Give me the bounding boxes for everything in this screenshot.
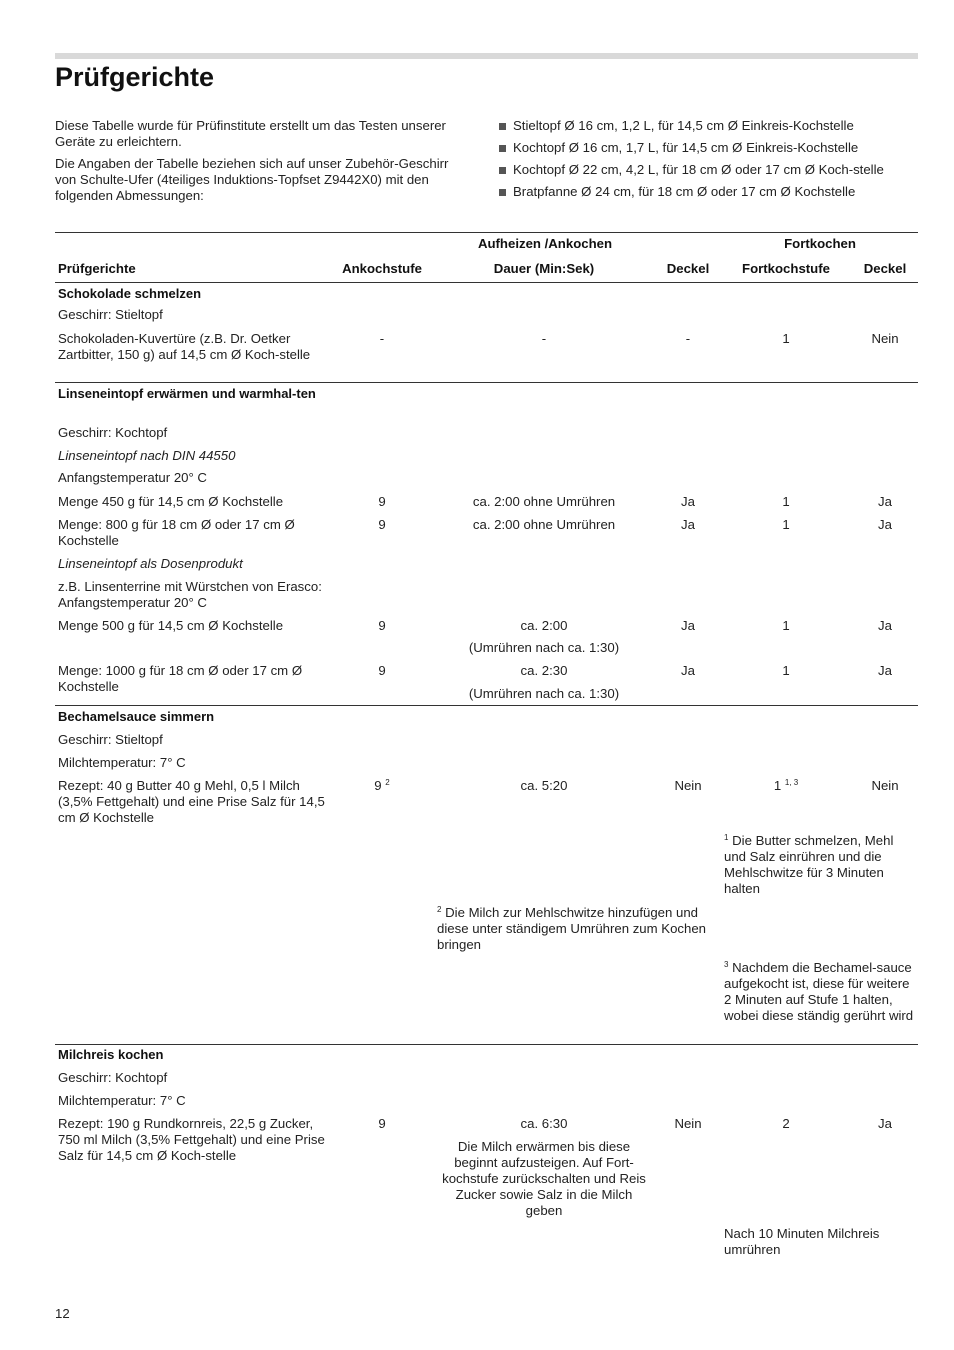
col-header-deckel: Deckel xyxy=(666,261,710,276)
dauer-note: (Umrühren nach ca. 1:30) xyxy=(468,686,620,701)
cookware-label: Geschirr: Stieltopf xyxy=(58,307,163,322)
bullet-square-icon xyxy=(499,167,506,174)
section-title: Milchreis kochen xyxy=(58,1047,164,1062)
milk-temperature: Milchtemperatur: 7° C xyxy=(58,755,186,770)
deckel-value: Ja xyxy=(681,494,695,509)
ankochstufe-value: - xyxy=(379,331,385,346)
dauer-note: Die Milch erwärmen bis diese beginnt aufzusteigen. Auf Fort-kochstufe zurückschalten und Reis Zucker sowie Salz in die Milch geben xyxy=(442,1139,646,1218)
ankochstufe-value: 9 xyxy=(378,663,386,678)
bullet-square-icon xyxy=(499,189,506,196)
group-header-fortkochen: Fortkochen xyxy=(784,236,856,251)
subsection-title: Linseneintopf als Dosenprodukt xyxy=(58,556,243,571)
fortkochen-note: Nach 10 Minuten Milchreis umrühren xyxy=(724,1226,880,1257)
section-title: Bechamelsauce simmern xyxy=(58,709,215,724)
start-temperature: Anfangstemperatur 20° C xyxy=(58,470,207,485)
ankochstufe-value: 9 xyxy=(378,1116,386,1131)
ankochstufe-value: 9 xyxy=(378,618,386,633)
dish-description: Menge: 1000 g für 18 cm Ø oder 17 cm Ø Kochstelle xyxy=(58,663,303,694)
fortkochstufe-value: 1 xyxy=(782,494,790,509)
list-item: Kochtopf Ø 22 cm, 4,2 L, für 18 cm Ø oder 17 cm Ø Koch-stelle xyxy=(497,162,918,178)
group-header-aufheizen: Aufheizen /Ankochen xyxy=(477,236,613,251)
list-item: Kochtopf Ø 16 cm, 1,7 L, für 14,5 cm Ø Einkreis-Kochstelle xyxy=(497,140,918,156)
cookware-label: Geschirr: Kochtopf xyxy=(58,425,168,440)
fort-deckel-value: Ja xyxy=(878,1116,892,1131)
deckel-value: Ja xyxy=(681,517,695,532)
intro-paragraph: Die Angaben der Tabelle beziehen sich auf unser Zubehör-Geschirr von Schulte-Ufer (4teiliges Induktions-Topfset Z9442X0) mit den folgenden Abmessungen: xyxy=(55,156,449,203)
col-header-fortkochstufe: Fortkochstufe xyxy=(742,261,830,276)
dauer-value: ca. 2:30 xyxy=(520,663,568,678)
ankochstufe-value: 9 xyxy=(378,494,386,509)
dish-description: Rezept: 190 g Rundkornreis, 22,5 g Zucker, 750 ml Milch (3,5% Fettgehalt) und eine Prise Salz für 14,5 cm Ø Koch-stelle xyxy=(58,1116,325,1163)
intro-text xyxy=(55,118,455,210)
fort-deckel-value: Nein xyxy=(871,331,899,346)
table-top-rule xyxy=(55,232,918,233)
fort-deckel-value: Ja xyxy=(878,494,892,509)
fortkochstufe-value: 1 xyxy=(782,663,790,678)
list-item: Stieltopf Ø 16 cm, 1,2 L, für 14,5 cm Ø Einkreis-Kochstelle xyxy=(497,118,918,134)
fortkochstufe-value: 1 xyxy=(782,618,790,633)
fort-deckel-value: Ja xyxy=(878,663,892,678)
cookware-label: Geschirr: Stieltopf xyxy=(58,732,163,747)
subsection-title: Linseneintopf nach DIN 44550 xyxy=(58,448,236,463)
dish-description: Menge: 800 g für 18 cm Ø oder 17 cm Ø Kochstelle xyxy=(58,517,295,548)
deckel-value: Ja xyxy=(681,618,695,633)
page-number: 12 xyxy=(55,1306,70,1321)
fortkochstufe-value: 1 xyxy=(782,331,790,346)
header-rule xyxy=(55,282,918,283)
bullet-square-icon xyxy=(499,123,506,130)
ankochstufe-value: 9 xyxy=(378,517,386,532)
fortkochstufe-value: 2 xyxy=(782,1116,790,1131)
dauer-value: ca. 2:00 xyxy=(520,618,568,633)
bullet-square-icon xyxy=(499,145,506,152)
footnote-ref: 1, 3 xyxy=(784,778,799,787)
page-title: Prüfgerichte xyxy=(55,62,215,92)
section-rule xyxy=(55,1044,918,1045)
fort-deckel-value: Ja xyxy=(878,618,892,633)
fortkochstufe-value: 1 xyxy=(782,517,790,532)
footnote: $^2$ Die Milch zur Mehlschwitze hinzufügen und diese unter ständigem Umrühren zum Kochen bringen xyxy=(437,905,707,952)
title-rule xyxy=(55,53,918,59)
intro-paragraph: Diese Tabelle wurde für Prüfinstitute erstellt um das Testen unserer Geräte zu erleichtern. xyxy=(55,118,446,149)
cookware-label: Geschirr: Kochtopf xyxy=(58,1070,168,1085)
dish-description: Rezept: 40 g Butter 40 g Mehl, 0,5 l Milch (3,5% Fettgehalt) und eine Prise Salz für 14,5 cm Ø Kochstelle xyxy=(58,778,325,825)
cookware-list xyxy=(497,118,918,206)
dish-description: Schokoladen-Kuvertüre (z.B. Dr. Oetker Zartbitter, 150 g) auf 14,5 cm Ø Koch-stelle xyxy=(58,331,311,362)
section-rule xyxy=(55,382,918,383)
deckel-value: Nein xyxy=(674,1116,702,1131)
dauer-value: ca. 2:00 ohne Umrühren xyxy=(472,517,616,532)
subsection-description: z.B. Linsenterrine mit Würstchen von Erasco: Anfangstemperatur 20° C xyxy=(58,579,322,610)
deckel-value: Ja xyxy=(681,663,695,678)
ankochstufe-value: 9 $^2$ xyxy=(374,778,390,793)
deckel-value: - xyxy=(685,331,691,346)
fortkochstufe-value: 1 $^{1, 3}$ xyxy=(773,778,799,793)
dauer-value: - xyxy=(541,331,547,346)
dish-description: Menge 450 g für 14,5 cm Ø Kochstelle xyxy=(58,494,284,509)
section-rule xyxy=(55,705,918,706)
col-header-dish: Prüfgerichte xyxy=(58,261,136,276)
section-title: Linseneintopf erwärmen und warmhal-ten xyxy=(58,386,316,401)
fort-deckel-value: Nein xyxy=(871,778,899,793)
dish-description: Menge 500 g für 14,5 cm Ø Kochstelle xyxy=(58,618,284,633)
col-header-dauer: Dauer (Min:Sek) xyxy=(493,261,595,276)
col-header-deckel-fort: Deckel xyxy=(863,261,907,276)
milk-temperature: Milchtemperatur: 7° C xyxy=(58,1093,186,1108)
deckel-value: Nein xyxy=(674,778,702,793)
fort-deckel-value: Ja xyxy=(878,517,892,532)
dauer-value: ca. 6:30 xyxy=(520,1116,568,1131)
col-header-ankochstufe: Ankochstufe xyxy=(342,261,422,276)
footnote-ref: 2 xyxy=(385,778,390,787)
footnote: $^3$ Nachdem die Bechamel-sauce aufgekocht ist, diese für weitere 2 Minuten auf Stufe 1 halten, wobei diese ständig gerührt wird xyxy=(724,960,914,1023)
dauer-value: ca. 5:20 xyxy=(520,778,568,793)
dauer-note: (Umrühren nach ca. 1:30) xyxy=(468,640,620,655)
dauer-value: ca. 2:00 ohne Umrühren xyxy=(472,494,616,509)
section-title: Schokolade schmelzen xyxy=(58,286,202,301)
list-item: Bratpfanne Ø 24 cm, für 18 cm Ø oder 17 cm Ø Kochstelle xyxy=(497,184,918,200)
footnote: $^1$ Die Butter schmelzen, Mehl und Salz einrühren und die Mehlschwitze für 3 Minuten halten xyxy=(724,833,894,896)
